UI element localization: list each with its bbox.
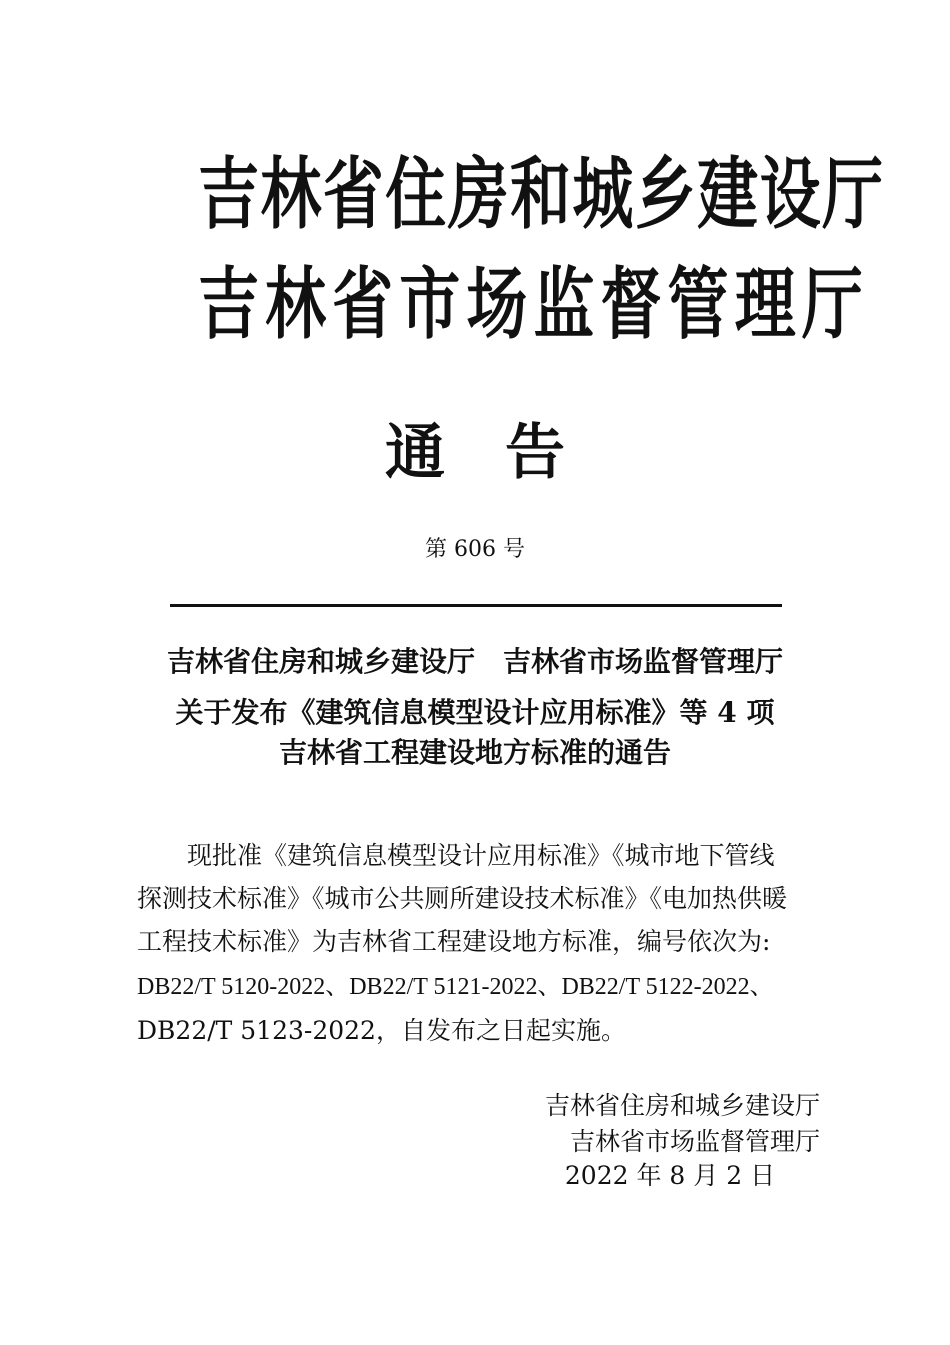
notice-number: 第 606 号 — [425, 537, 525, 562]
notice-title-char-1: 通 — [385, 418, 445, 488]
notice-title-char-2: 告 — [505, 418, 565, 488]
signature-org-market: 吉林省市场监督管理厅 — [569, 1127, 820, 1156]
body-line-3: 工程技术标准》为吉林省工程建设地方标准，编号依次为: — [137, 927, 771, 956]
heading-line-2: 关于发布《建筑信息模型设计应用标准》等 4 项 — [175, 696, 775, 729]
notice-title — [0, 418, 950, 488]
heading-line-3: 吉林省工程建设地方标准的通告 — [278, 736, 671, 769]
body-line-4: DB22/T 5120-2022、DB22/T 5121-2022、DB22/T 5122-2022、 — [137, 974, 774, 1000]
masthead-line-housing-dept: 吉林省住房和城乡建设厅 — [198, 150, 885, 240]
masthead-line-market-dept: 吉林省市场监督管理厅 — [198, 260, 869, 350]
heading-line-1: 吉林省住房和城乡建设厅 吉林省市场监督管理厅 — [166, 645, 783, 678]
body-line-1: 现批准《建筑信息模型设计应用标准》《城市地下管线 — [187, 841, 775, 870]
body-line-5: DB22/T 5123-2022，自发布之日起实施。 — [137, 1016, 626, 1045]
body-line-2: 探测技术标准》《城市公共厕所建设技术标准》《电加热供暖 — [137, 884, 788, 913]
header-divider — [170, 604, 782, 607]
signature-date: 2022 年 8 月 2 日 — [564, 1161, 776, 1190]
signature-org-housing: 吉林省住房和城乡建设厅 — [544, 1091, 820, 1120]
